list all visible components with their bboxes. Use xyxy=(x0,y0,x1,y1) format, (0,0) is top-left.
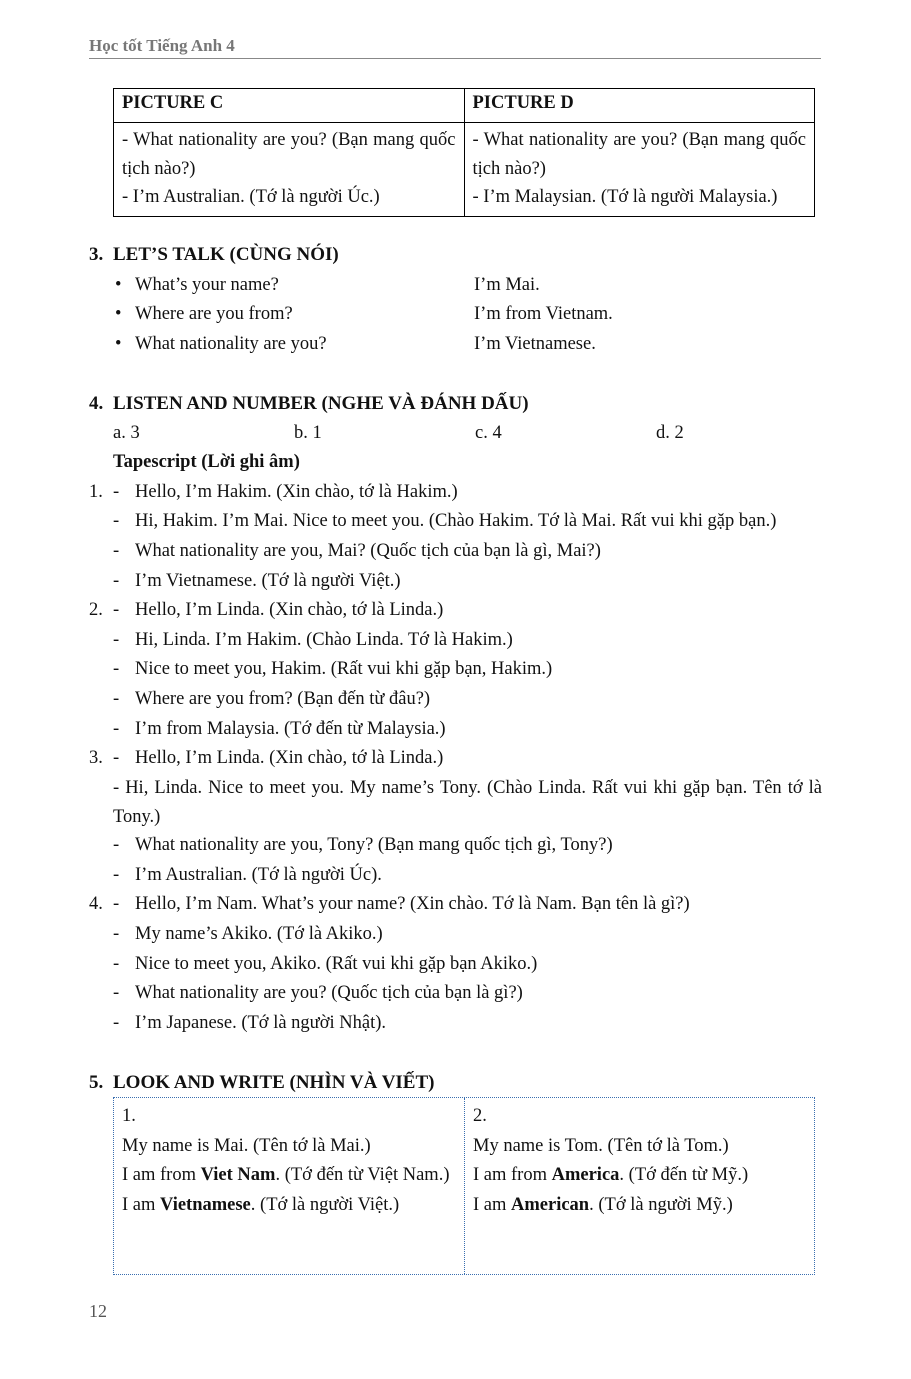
picture-c-answer: - I’m Australian. (Tớ là người Úc.) xyxy=(122,187,380,207)
picture-c-question: - What nationality are you? (Bạn mang quốc tịch nào?) xyxy=(122,130,456,179)
box-line: My name is Tom. (Tên tớ là Tom.) xyxy=(473,1135,729,1156)
page-number: 12 xyxy=(89,1301,107,1321)
dialogue-text: Hello, I’m Nam. What’s your name? (Xin chào. Tớ là Nam. Bạn tên là gì?) xyxy=(135,894,690,914)
dash: - xyxy=(113,1013,120,1033)
write-box xyxy=(113,1097,815,1275)
answer-c: c. 4 xyxy=(475,423,502,443)
section-number: 4. xyxy=(89,393,104,414)
dash: - xyxy=(113,600,120,620)
answer-d: d. 2 xyxy=(656,423,684,443)
picture-d-heading: PICTURE D xyxy=(464,89,815,123)
dialogue-text: Hi, Hakim. I’m Mai. Nice to meet you. (Chào Hakim. Tớ là Mai. Rất vui khi gặp bạn.) xyxy=(135,511,777,531)
section-title: LET’S TALK (CÙNG NÓI) xyxy=(113,244,339,265)
box-text: I am xyxy=(473,1194,512,1215)
box-answer: Viet Nam xyxy=(200,1165,276,1185)
talk-item xyxy=(115,334,596,355)
picture-table xyxy=(113,88,815,217)
bullet-icon: • xyxy=(115,275,122,295)
dash: - xyxy=(113,748,120,768)
dash: - xyxy=(113,835,120,855)
box-line: My name is Mai. (Tên tớ là Mai.) xyxy=(122,1135,371,1156)
box-answer: America xyxy=(551,1165,620,1185)
answer-a: a. 3 xyxy=(113,423,140,443)
box-number: 1. xyxy=(122,1106,136,1126)
box-answer: Vietnamese xyxy=(160,1194,251,1215)
answer-b: b. 1 xyxy=(294,423,322,443)
box-line xyxy=(122,1191,456,1221)
picture-d-question: - What nationality are you? (Bạn mang quốc tịch nào?) xyxy=(472,130,806,179)
dialogue-text: What nationality are you, Tony? (Bạn mang quốc tịch gì, Tony?) xyxy=(135,835,613,855)
talk-item xyxy=(115,275,540,296)
picture-d-answer: - I’m Malaysian. (Tớ là người Malaysia.) xyxy=(472,187,778,207)
dash: - xyxy=(113,983,120,1003)
dialogue-text: Hi, Linda. I’m Hakim. (Chào Linda. Tớ là Hakim.) xyxy=(135,630,513,650)
dialogue-number: 2. xyxy=(89,600,103,620)
talk-question: What nationality are you? xyxy=(135,334,327,354)
write-box-1 xyxy=(114,1098,464,1274)
dash: - xyxy=(113,630,120,650)
talk-answer: I’m from Vietnam. xyxy=(474,304,613,324)
section-5-heading xyxy=(89,1072,434,1094)
dialogue-text: Nice to meet you, Akiko. (Rất vui khi gặp bạn Akiko.) xyxy=(135,954,538,974)
section-4-heading xyxy=(89,393,529,415)
bullet-icon: • xyxy=(115,334,122,354)
dialogue-long-line: - Hi, Linda. Nice to meet you. My name’s Tony. (Chào Linda. Rất vui khi gặp bạn. Tên tớ là Tony.) xyxy=(113,778,822,827)
section-3-heading xyxy=(89,244,339,266)
dialogue-text: I’m from Malaysia. (Tớ đến từ Malaysia.) xyxy=(135,719,446,739)
box-text: . (Tớ đến từ Mỹ.) xyxy=(619,1165,749,1185)
dash: - xyxy=(113,924,120,944)
dialogue-text: Hello, I’m Linda. (Xin chào, tớ là Linda.) xyxy=(135,600,444,620)
dialogue-text: What nationality are you, Mai? (Quốc tịch của bạn là gì, Mai?) xyxy=(135,541,601,561)
dialogue-text: My name’s Akiko. (Tớ là Akiko.) xyxy=(135,924,383,944)
section-title: LISTEN AND NUMBER (NGHE VÀ ĐÁNH DẤU) xyxy=(113,393,529,414)
dialogue-text: Where are you from? (Bạn đến từ đâu?) xyxy=(135,689,431,709)
bullet-icon: • xyxy=(115,304,122,324)
dash: - xyxy=(113,511,120,531)
talk-answer: I’m Mai. xyxy=(474,275,540,295)
box-text: I am from xyxy=(122,1165,201,1185)
section-number: 5. xyxy=(89,1072,104,1093)
dialogue-text: Hello, I’m Linda. (Xin chào, tớ là Linda.) xyxy=(135,748,444,768)
box-line xyxy=(473,1191,806,1221)
section-number: 3. xyxy=(89,244,104,265)
dialogue-text: What nationality are you? (Quốc tịch của bạn là gì?) xyxy=(135,983,523,1003)
header-rule xyxy=(89,58,821,59)
dash: - xyxy=(113,571,120,591)
box-line xyxy=(122,1161,456,1191)
running-header: Học tốt Tiếng Anh 4 xyxy=(89,36,235,55)
box-text: I am from xyxy=(473,1165,552,1185)
dash: - xyxy=(113,954,120,974)
dialogue-text: I’m Japanese. (Tớ là người Nhật). xyxy=(135,1013,386,1033)
talk-question: Where are you from? xyxy=(135,304,293,324)
picture-c-heading: PICTURE C xyxy=(114,89,465,123)
box-text: . (Tớ là người Mỹ.) xyxy=(589,1194,733,1215)
box-text: I am xyxy=(122,1194,161,1215)
dialogue-number: 1. xyxy=(89,482,103,502)
section-title: LOOK AND WRITE (NHÌN VÀ VIẾT) xyxy=(113,1072,435,1093)
dialogue-number: 3. xyxy=(89,748,103,768)
dash: - xyxy=(113,482,120,502)
picture-c-cell xyxy=(114,123,465,217)
dash: - xyxy=(113,894,120,914)
dialogue-number: 4. xyxy=(89,894,103,914)
talk-question: What’s your name? xyxy=(135,275,279,295)
dash: - xyxy=(113,719,120,739)
box-number: 2. xyxy=(473,1106,487,1126)
dialogue-text: I’m Vietnamese. (Tớ là người Việt.) xyxy=(135,571,401,591)
dash: - xyxy=(113,541,120,561)
dialogue-text: Nice to meet you, Hakim. (Rất vui khi gặp bạn, Hakim.) xyxy=(135,659,553,679)
dialogue-text: I’m Australian. (Tớ là người Úc). xyxy=(135,865,382,885)
box-line xyxy=(473,1161,806,1191)
write-box-2 xyxy=(464,1098,814,1274)
tapescript-label: Tapescript (Lời ghi âm) xyxy=(113,452,300,472)
dialogue-text: Hello, I’m Hakim. (Xin chào, tớ là Hakim.) xyxy=(135,482,458,502)
box-answer: American xyxy=(511,1194,590,1215)
dash: - xyxy=(113,865,120,885)
picture-d-cell xyxy=(464,123,815,217)
box-text: . (Tớ đến từ Việt Nam.) xyxy=(275,1165,450,1185)
talk-item xyxy=(115,304,613,325)
dash: - xyxy=(113,689,120,709)
box-text: . (Tớ là người Việt.) xyxy=(250,1194,400,1215)
talk-answer: I’m Vietnamese. xyxy=(474,334,596,354)
dash: - xyxy=(113,659,120,679)
